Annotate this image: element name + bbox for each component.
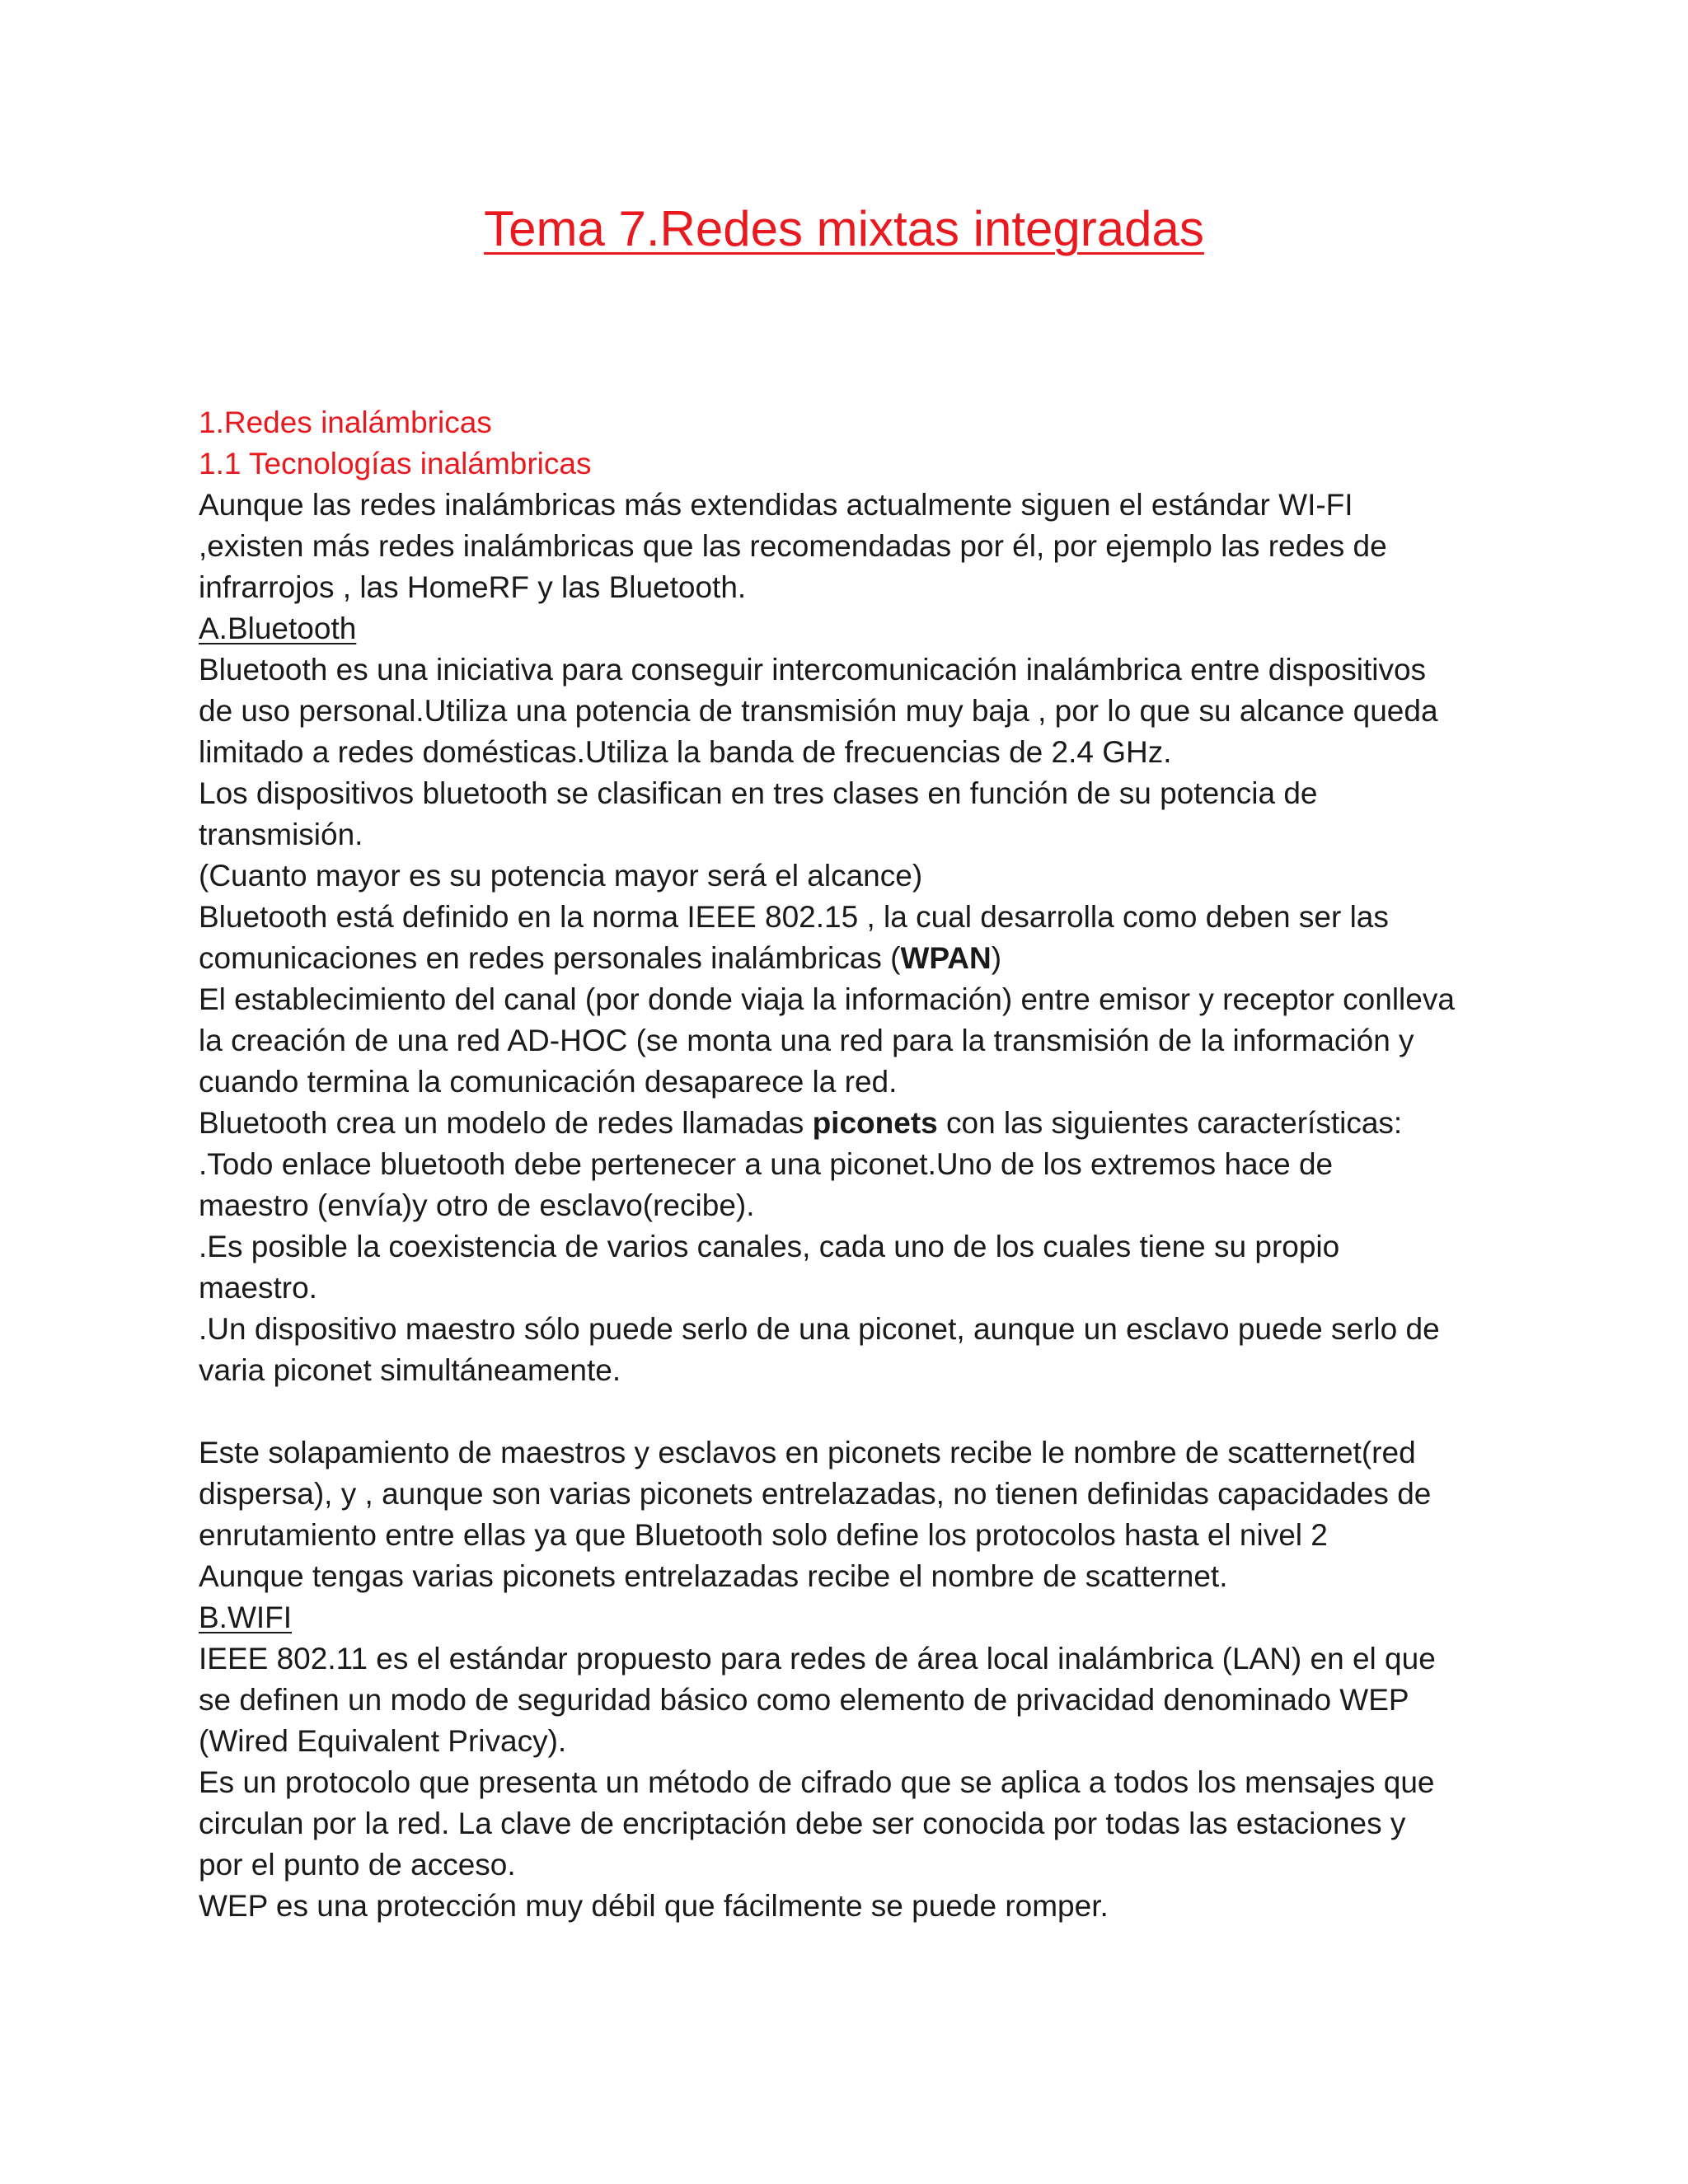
bluetooth-line: Bluetooth es una iniciativa para conseguir intercomunicación inalámbrica entre dispositivos	[199, 653, 1427, 687]
bluetooth-line: maestro.	[199, 1271, 317, 1305]
piconets-bold: piconets	[812, 1106, 938, 1140]
wifi-line: se definen un modo de seguridad básico como elemento de privacidad denominado WEP	[199, 1683, 1409, 1717]
paragraph-spacer	[199, 1391, 1501, 1432]
intro-line: Aunque las redes inalámbricas más extendidas actualmente siguen el estándar WI-FI	[199, 488, 1353, 522]
wifi-line: IEEE 802.11 es el estándar propuesto para redes de área local inalámbrica (LAN) en el que	[199, 1642, 1436, 1675]
bluetooth-line: limitado a redes domésticas.Utiliza la banda de frecuencias de 2.4 GHz.	[199, 735, 1172, 769]
bluetooth-line: varia piconet simultáneamente.	[199, 1353, 621, 1387]
bluetooth-line: transmisión.	[199, 818, 363, 851]
bluetooth-line: de uso personal.Utiliza una potencia de transmisión muy baja , por lo que su alcance queda	[199, 694, 1438, 728]
bluetooth-line: El establecimiento del canal (por donde viaja la información) entre emisor y receptor conlleva	[199, 982, 1455, 1016]
wifi-line: circulan por la red. La clave de encriptación debe ser conocida por todas las estaciones y	[199, 1807, 1406, 1840]
bluetooth-line: Los dispositivos bluetooth se clasifican en tres clases en función de su potencia de	[199, 776, 1318, 810]
page-title: Tema 7.Redes mixtas integradas	[484, 201, 1204, 256]
section-heading-1-1: 1.1 Tecnologías inalámbricas	[199, 447, 592, 480]
wpan-post: )	[991, 941, 1002, 975]
bluetooth-line: (Cuanto mayor es su potencia mayor será el alcance)	[199, 859, 923, 893]
bluetooth-line: .Un dispositivo maestro sólo puede serlo de una piconet, aunque un esclavo puede serlo de	[199, 1312, 1440, 1346]
bluetooth-line: Bluetooth está definido en la norma IEEE 802.15 , la cual desarrolla como deben ser las	[199, 900, 1389, 934]
document-body	[199, 402, 1501, 1927]
scatternet-line: Aunque tengas varias piconets entrelazadas recibe el nombre de scatternet.	[199, 1559, 1228, 1593]
wifi-line: WEP es una protección muy débil que fácilmente se puede romper.	[199, 1889, 1109, 1923]
wpan-line	[199, 938, 1501, 979]
bluetooth-line: la creación de una red AD-HOC (se monta una red para la transmisión de la información y	[199, 1024, 1414, 1057]
scatternet-line: Este solapamiento de maestros y esclavos en piconets recibe le nombre de scatternet(red	[199, 1436, 1416, 1469]
bluetooth-line: .Todo enlace bluetooth debe pertenecer a una piconet.Uno de los extremos hace de	[199, 1147, 1334, 1181]
intro-line: ,existen más redes inalámbricas que las recomendadas por él, por ejemplo las redes de	[199, 529, 1387, 563]
bluetooth-line: maestro (envía)y otro de esclavo(recibe).	[199, 1188, 755, 1222]
piconets-line	[199, 1103, 1501, 1144]
wpan-pre: comunicaciones en redes personales inalámbricas (	[199, 941, 901, 975]
intro-line: infrarrojos , las HomeRF y las Bluetooth.	[199, 570, 747, 604]
scatternet-line: enrutamiento entre ellas ya que Bluetooth solo define los protocolos hasta el nivel 2	[199, 1518, 1328, 1552]
subheading-bluetooth: A.Bluetooth	[199, 612, 357, 645]
bluetooth-line: .Es posible la coexistencia de varios canales, cada uno de los cuales tiene su propio	[199, 1230, 1340, 1263]
wifi-line: por el punto de acceso.	[199, 1848, 516, 1882]
wpan-bold: WPAN	[900, 941, 992, 975]
bluetooth-line: cuando termina la comunicación desaparece la red.	[199, 1065, 898, 1099]
scatternet-line: dispersa), y , aunque son varias piconets entrelazadas, no tienen definidas capacidades de	[199, 1477, 1432, 1511]
piconets-pre: Bluetooth crea un modelo de redes llamadas	[199, 1106, 813, 1140]
piconets-post: con las siguientes características:	[937, 1106, 1403, 1140]
subheading-wifi: B.WIFI	[199, 1601, 293, 1634]
wifi-line: Es un protocolo que presenta un método de cifrado que se aplica a todos los mensajes que	[199, 1765, 1435, 1799]
section-heading-1: 1.Redes inalámbricas	[199, 405, 492, 439]
wifi-line: (Wired Equivalent Privacy).	[199, 1724, 567, 1758]
